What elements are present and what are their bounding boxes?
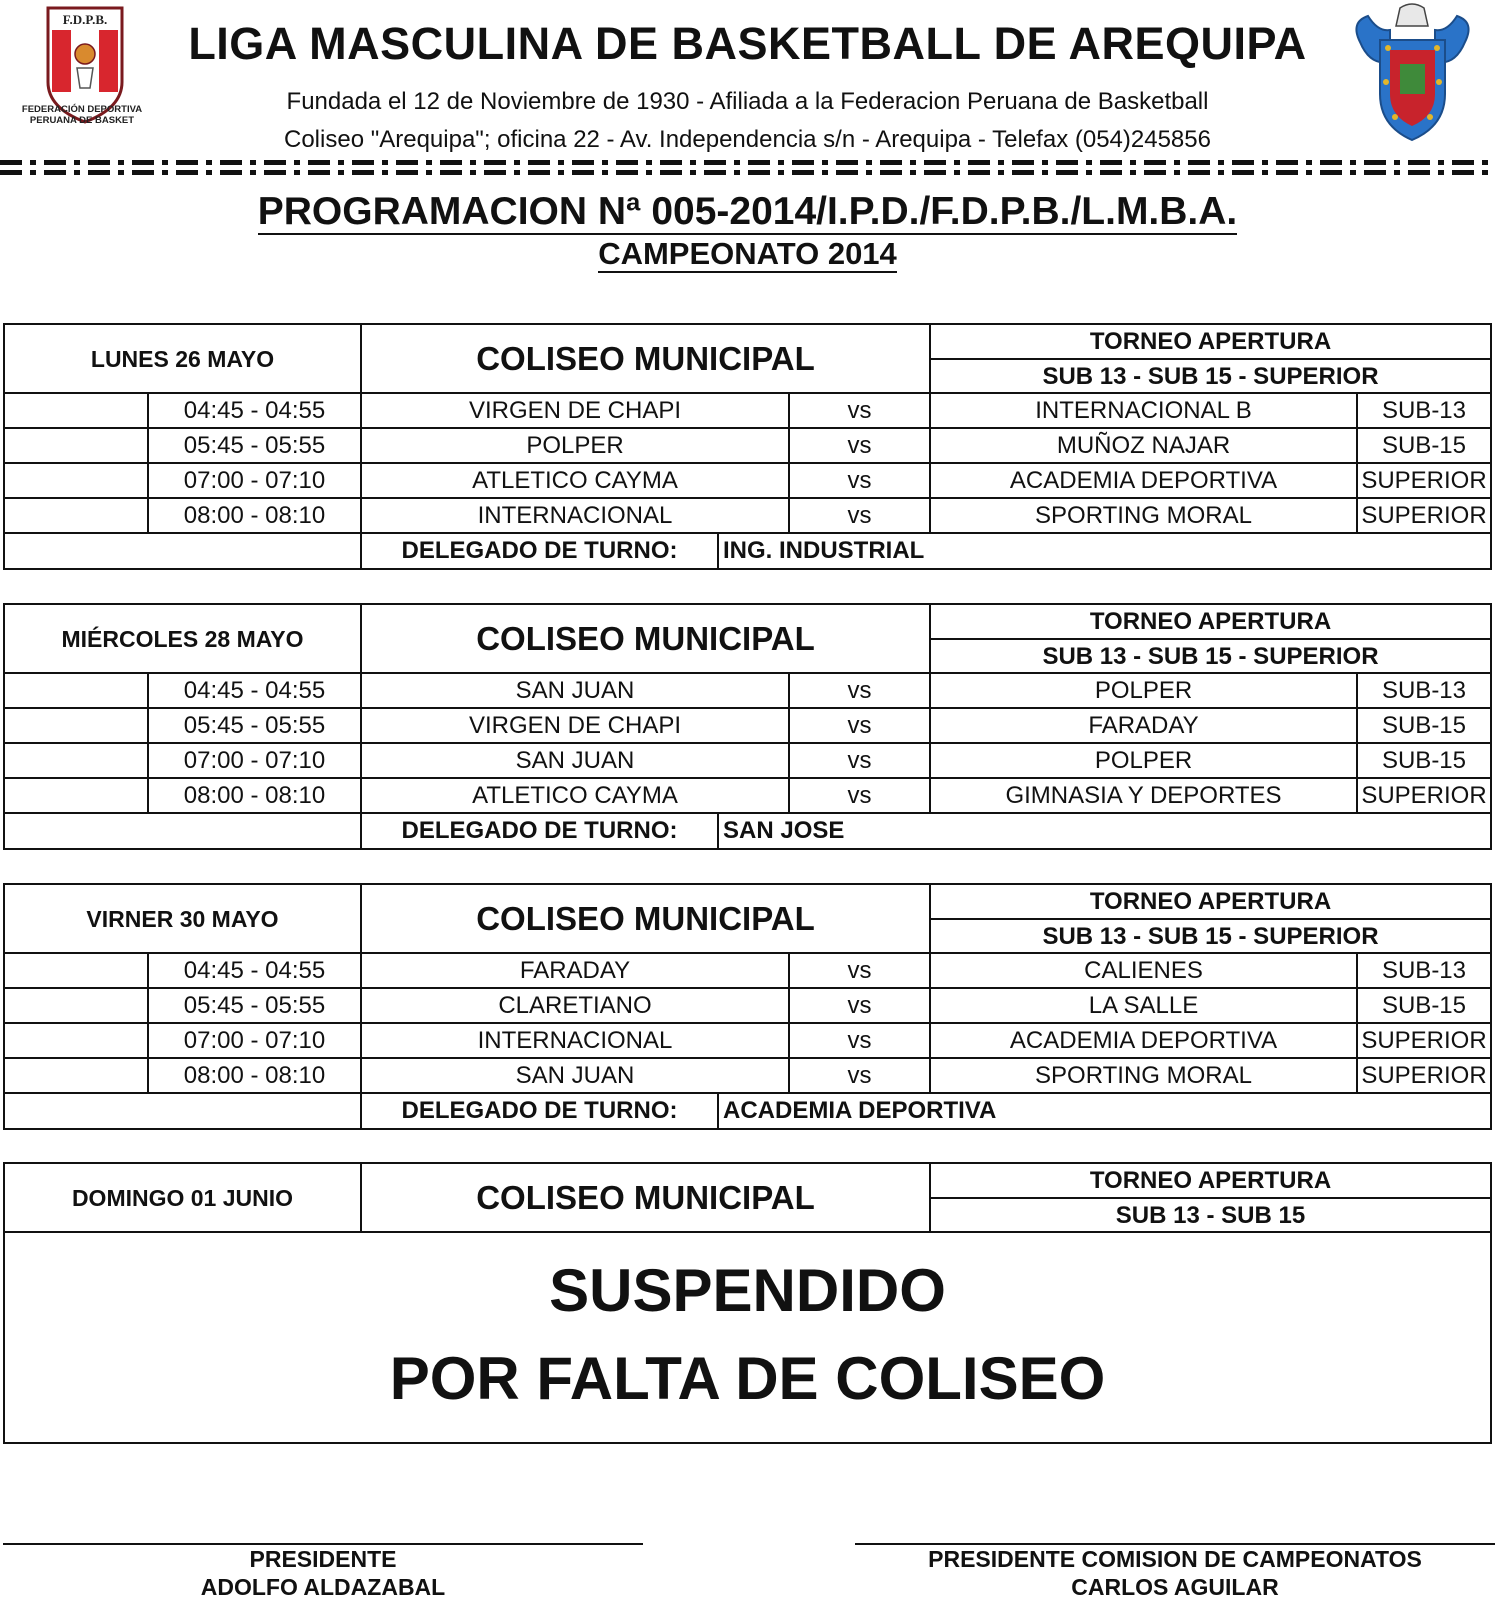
categories-label: SUB 13 - SUB 15 - SUPERIOR bbox=[1042, 642, 1379, 670]
away-team: ACADEMIA DEPORTIVA bbox=[1009, 1026, 1278, 1054]
away-team: FARADAY bbox=[1088, 711, 1199, 739]
home-team: CLARETIANO bbox=[498, 991, 652, 1019]
versus-label: vs bbox=[847, 956, 872, 984]
fdpb-logo-text-2: PERUANA DE BASKET bbox=[29, 115, 135, 126]
match-time: 08:00 - 08:10 bbox=[183, 781, 326, 809]
match-category: SUB-15 bbox=[1381, 991, 1467, 1019]
match-category: SUB-13 bbox=[1381, 676, 1467, 704]
grid-line bbox=[717, 813, 719, 848]
programacion-title-text: PROGRAMACION Nª 005-2014/I.P.D./F.D.P.B./L.M.B.A. bbox=[257, 190, 1238, 233]
signature-right-role: PRESIDENTE COMISION DE CAMPEONATOS bbox=[928, 1546, 1422, 1572]
match-category: SUPERIOR bbox=[1361, 781, 1487, 809]
versus-label: vs bbox=[847, 1026, 872, 1054]
away-team: MUÑOZ NAJAR bbox=[1056, 431, 1231, 459]
grid-line bbox=[717, 1093, 719, 1128]
grid-line bbox=[5, 1231, 1490, 1233]
away-team: LA SALLE bbox=[1088, 991, 1199, 1019]
programacion-title bbox=[0, 190, 1495, 234]
torneo-label: TORNEO APERTURA bbox=[1089, 608, 1332, 635]
day-label: VIRNER 30 MAYO bbox=[86, 905, 279, 932]
header-divider-top bbox=[0, 160, 1495, 165]
grid-line bbox=[147, 393, 149, 533]
match-category: SUPERIOR bbox=[1361, 1026, 1487, 1054]
home-team: VIRGEN DE CHAPI bbox=[468, 711, 682, 739]
match-category: SUB-15 bbox=[1381, 711, 1467, 739]
home-team: INTERNACIONAL bbox=[477, 1026, 673, 1054]
home-team: ATLETICO CAYMA bbox=[472, 466, 678, 494]
versus-label: vs bbox=[847, 781, 872, 809]
delegado-value: ACADEMIA DEPORTIVA bbox=[723, 1096, 997, 1124]
signature-line-right bbox=[855, 1543, 1495, 1545]
delegado-value: SAN JOSE bbox=[723, 816, 845, 844]
away-team: SPORTING MORAL bbox=[1035, 1061, 1252, 1089]
versus-label: vs bbox=[847, 711, 872, 739]
suspended-notice-line-2: POR FALTA DE COLISEO bbox=[389, 1345, 1106, 1412]
suspended-torneo-label: TORNEO APERTURA bbox=[1089, 1167, 1332, 1194]
match-category: SUB-15 bbox=[1381, 746, 1467, 774]
away-team: INTERNACIONAL B bbox=[1035, 396, 1252, 424]
signature-left-role: PRESIDENTE bbox=[249, 1546, 397, 1572]
signature-right-name: CARLOS AGUILAR bbox=[1071, 1574, 1279, 1600]
home-team: POLPER bbox=[526, 431, 624, 459]
arequipa-coat-of-arms-icon bbox=[1350, 2, 1475, 144]
match-time: 04:45 - 04:55 bbox=[183, 676, 326, 704]
match-time: 04:45 - 04:55 bbox=[183, 956, 326, 984]
match-time: 05:45 - 05:55 bbox=[183, 711, 326, 739]
grid-line bbox=[717, 533, 719, 568]
versus-label: vs bbox=[847, 746, 872, 774]
delegado-label: DELEGADO DE TURNO: bbox=[401, 536, 678, 564]
match-time: 08:00 - 08:10 bbox=[183, 1061, 326, 1089]
delegado-value: ING. INDUSTRIAL bbox=[723, 536, 925, 564]
home-team: SAN JUAN bbox=[515, 1061, 635, 1089]
venue-label: COLISEO MUNICIPAL bbox=[476, 620, 815, 657]
categories-label: SUB 13 - SUB 15 - SUPERIOR bbox=[1042, 922, 1379, 950]
categories-label: SUB 13 - SUB 15 - SUPERIOR bbox=[1042, 362, 1379, 390]
home-team: ATLETICO CAYMA bbox=[472, 781, 678, 809]
venue-label: COLISEO MUNICIPAL bbox=[476, 900, 815, 937]
suspended-day-label: DOMINGO 01 JUNIO bbox=[71, 1184, 294, 1211]
championship-title bbox=[0, 236, 1495, 272]
match-time: 05:45 - 05:55 bbox=[183, 991, 326, 1019]
home-team: SAN JUAN bbox=[515, 676, 635, 704]
versus-label: vs bbox=[847, 466, 872, 494]
arequipa-crest bbox=[1350, 2, 1475, 144]
day-label: LUNES 26 MAYO bbox=[90, 345, 275, 372]
schedule-block bbox=[3, 603, 1492, 850]
fdpb-logo-acronym: F.D.P.B. bbox=[62, 12, 108, 27]
home-team: INTERNACIONAL bbox=[477, 501, 673, 529]
versus-label: vs bbox=[847, 1061, 872, 1089]
grid-line bbox=[1356, 393, 1358, 533]
match-time: 04:45 - 04:55 bbox=[183, 396, 326, 424]
versus-label: vs bbox=[847, 676, 872, 704]
signature-line-left bbox=[3, 1543, 643, 1545]
home-team: SAN JUAN bbox=[515, 746, 635, 774]
match-time: 08:00 - 08:10 bbox=[183, 501, 326, 529]
fdpb-logo-text-1: FEDERACIÓN DEPORTIVA bbox=[21, 104, 143, 115]
grid-line bbox=[1356, 953, 1358, 1093]
signature-left-name: ADOLFO ALDAZABAL bbox=[200, 1574, 446, 1600]
grid-line bbox=[147, 953, 149, 1093]
header-divider-bottom bbox=[0, 170, 1495, 175]
match-time: 05:45 - 05:55 bbox=[183, 431, 326, 459]
home-team: VIRGEN DE CHAPI bbox=[468, 396, 682, 424]
away-team: POLPER bbox=[1094, 746, 1193, 774]
away-team: GIMNASIA Y DEPORTES bbox=[1005, 781, 1282, 809]
fdpb-logo bbox=[10, 4, 155, 132]
league-subtitle-address: Coliseo "Arequipa"; oficina 22 - Av. Independencia s/n - Arequipa - Telefax (054)245856 bbox=[284, 126, 1211, 153]
grid-line bbox=[788, 673, 790, 813]
schedule-block bbox=[3, 883, 1492, 1130]
schedule-block bbox=[3, 323, 1492, 570]
torneo-label: TORNEO APERTURA bbox=[1089, 888, 1332, 915]
match-category: SUPERIOR bbox=[1361, 501, 1487, 529]
away-team: ACADEMIA DEPORTIVA bbox=[1009, 466, 1278, 494]
grid-line bbox=[147, 673, 149, 813]
away-team: SPORTING MORAL bbox=[1035, 501, 1252, 529]
versus-label: vs bbox=[847, 991, 872, 1019]
versus-label: vs bbox=[847, 501, 872, 529]
away-team: CALIENES bbox=[1084, 956, 1203, 984]
match-category: SUB-13 bbox=[1381, 956, 1467, 984]
match-time: 07:00 - 07:10 bbox=[183, 1026, 326, 1054]
match-category: SUPERIOR bbox=[1361, 1061, 1487, 1089]
match-category: SUB-15 bbox=[1381, 431, 1467, 459]
grid-line bbox=[1356, 673, 1358, 813]
versus-label: vs bbox=[847, 431, 872, 459]
match-category: SUPERIOR bbox=[1361, 466, 1487, 494]
match-time: 07:00 - 07:10 bbox=[183, 466, 326, 494]
day-label: MIÉRCOLES 28 MAYO bbox=[61, 625, 304, 652]
venue-label: COLISEO MUNICIPAL bbox=[476, 340, 815, 377]
suspended-categories-label: SUB 13 - SUB 15 bbox=[1115, 1201, 1306, 1229]
versus-label: vs bbox=[847, 396, 872, 424]
championship-title-text: CAMPEONATO 2014 bbox=[598, 236, 897, 271]
match-category: SUB-13 bbox=[1381, 396, 1467, 424]
suspended-notice-line-1: SUSPENDIDO bbox=[549, 1257, 946, 1324]
torneo-label: TORNEO APERTURA bbox=[1089, 328, 1332, 355]
grid-line bbox=[788, 953, 790, 1093]
suspended-venue-label: COLISEO MUNICIPAL bbox=[476, 1179, 815, 1216]
away-team: POLPER bbox=[1094, 676, 1193, 704]
league-subtitle-founded: Fundada el 12 de Noviembre de 1930 - Afiliada a la Federacion Peruana de Basketball bbox=[286, 88, 1209, 115]
match-time: 07:00 - 07:10 bbox=[183, 746, 326, 774]
delegado-label: DELEGADO DE TURNO: bbox=[401, 1096, 678, 1124]
delegado-label: DELEGADO DE TURNO: bbox=[401, 816, 678, 844]
home-team: FARADAY bbox=[519, 956, 631, 984]
fdpb-shield-icon bbox=[10, 4, 155, 132]
grid-line bbox=[788, 393, 790, 533]
suspended-day-block bbox=[3, 1162, 1492, 1444]
league-title: LIGA MASCULINA DE BASKETBALL DE AREQUIPA bbox=[188, 18, 1307, 69]
